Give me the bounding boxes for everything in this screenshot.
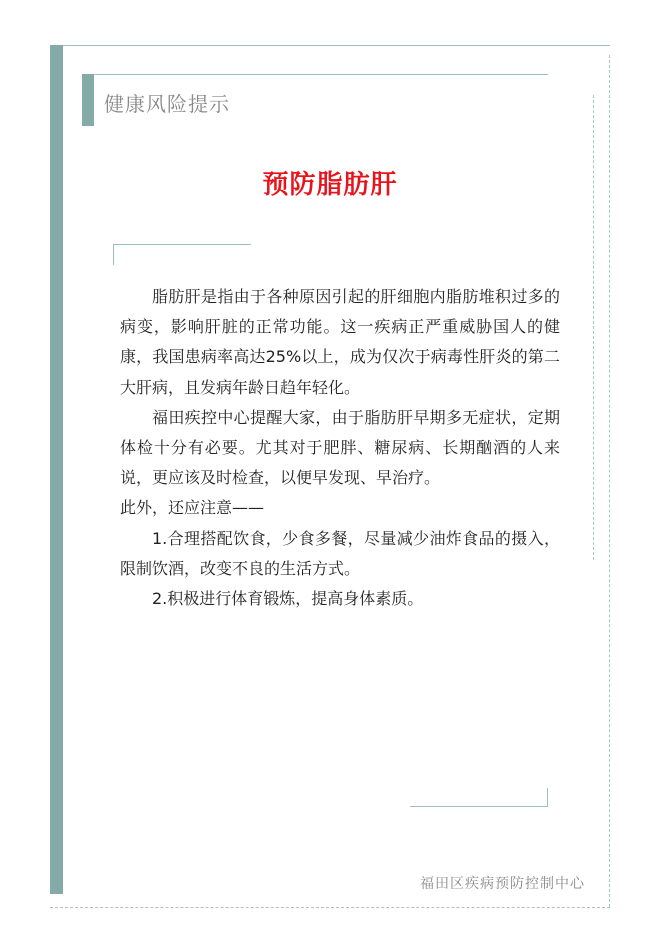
article-body (120, 282, 560, 614)
tip-item-2: 2.积极进行体育锻炼，提高身体素质。 (152, 589, 424, 609)
top-left-corner-bracket (113, 244, 251, 265)
bottom-frame-dashed-line (50, 907, 610, 908)
header-line (94, 74, 548, 75)
main-title: 预防脂肪肝 (262, 170, 398, 200)
bottom-right-corner-bracket (410, 788, 548, 807)
paragraph-definition: 脂肪肝是指由于各种原因引起的肝细胞内脂肪堆积过多的病变，影响肝脏的正常功能。这一疾病正严重威胁国人的健康，我国患病率高达25%以上，成为仅次于病毒性肝炎的第二大肝病，且发病年龄日趋年轻化。 (120, 287, 560, 397)
paragraph-note-intro: 此外，还应注意—— (120, 498, 265, 518)
footer-organization: 福田区疾病预防控制中心 (420, 876, 585, 892)
tip-item-1: 1.合理搭配饮食，少食多餐，尽量减少油炸食品的摄入，限制饮酒，改变不良的生活方式。 (120, 528, 560, 578)
top-frame-line (63, 45, 610, 46)
header-accent-block (82, 74, 94, 126)
header-title: 健康风险提示 (104, 92, 230, 116)
paragraph-reminder: 福田疾控中心提醒大家，由于脂肪肝早期多无症状，定期体检十分有必要。尤其对于肥胖、糖尿病、长期酗酒的人来说，更应该及时检查，以便早发现、早治疗。 (120, 407, 560, 488)
